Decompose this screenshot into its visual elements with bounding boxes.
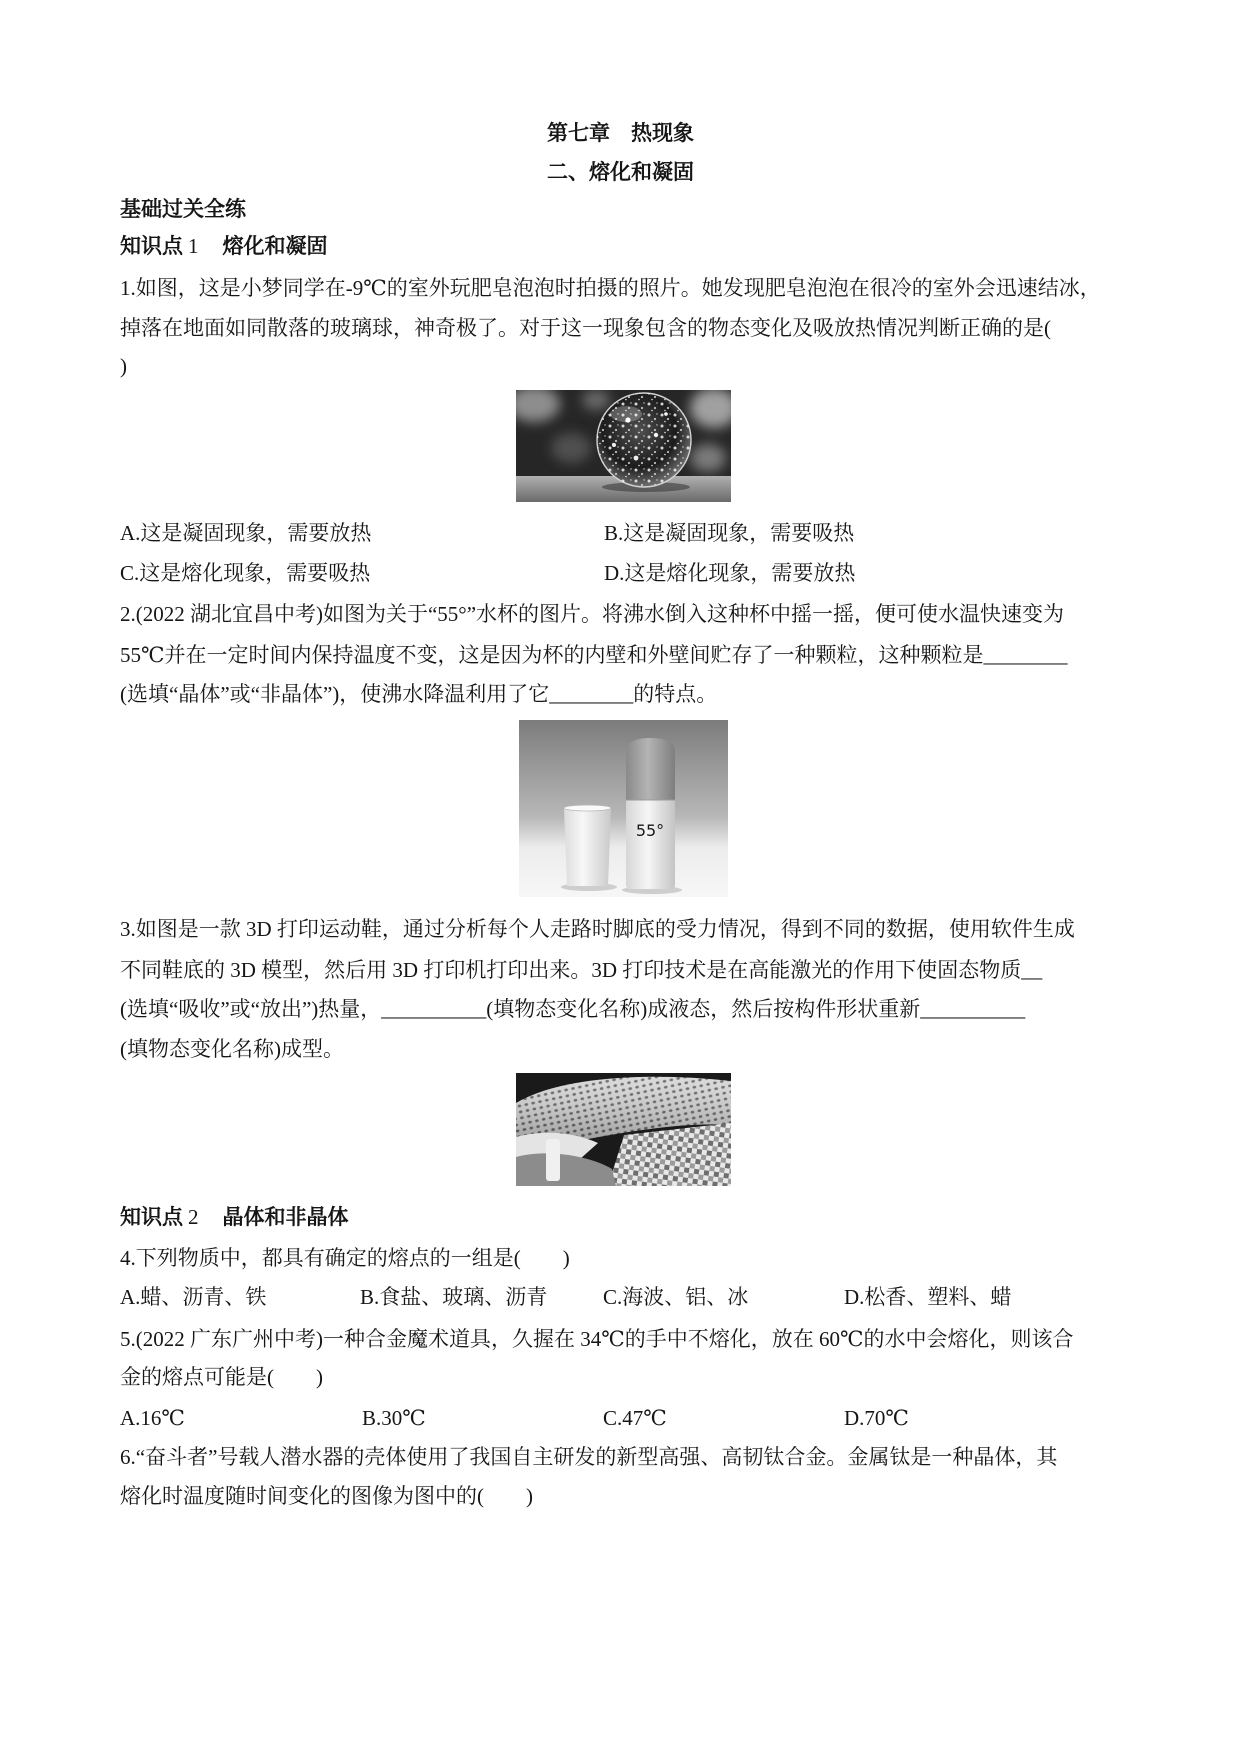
knowledge-point-label: 知识点	[120, 1205, 183, 1229]
option-d: D.70℃	[844, 1406, 909, 1430]
question-2-line: 2.(2022 湖北宜昌中考)如图为关于“55°”水杯的图片。将沸水倒入这种杯中摇一摇，便可使水温快速变为	[120, 602, 1065, 626]
option-a: A.16℃	[120, 1406, 185, 1430]
question-4-line: 4.下列物质中，都具有确定的熔点的一组是( )	[120, 1246, 570, 1270]
small-cup	[564, 808, 611, 886]
small-bottle	[546, 1139, 560, 1181]
frozen-bubble-photo	[516, 390, 731, 502]
bottle-cap	[626, 738, 675, 800]
option-d: D.松香、塑料、蜡	[844, 1285, 1012, 1309]
knowledge-point-label: 知识点	[120, 234, 183, 258]
bubble-highlight	[610, 406, 642, 422]
question-1-line: 1.如图，这是小梦同学在-9℃的室外玩肥皂泡泡时拍摄的照片。她发现肥皂泡泡在很冷的室外会迅速结冰，	[120, 276, 1101, 300]
question-3-line: 3.如图是一款 3D 打印运动鞋，通过分析每个人走路时脚底的受力情况，得到不同的数据，使用软件生成	[120, 917, 1075, 941]
option-b: B.食盐、玻璃、沥青	[360, 1285, 548, 1309]
question-2-line: 55℃并在一定时间内保持温度不变，这是因为杯的内壁和外壁间贮存了一种颗粒，这种颗粒是________	[120, 643, 1068, 667]
option-c: C.这是熔化现象，需要吸热	[120, 561, 371, 585]
option-c: C.47℃	[603, 1406, 667, 1430]
chapter-title: 第七章 热现象	[547, 121, 694, 145]
question-1-line: 掉落在地面如同散落的玻璃球，神奇极了。对于这一现象包含的物态变化及吸放热情况判断正确的是(	[120, 316, 1051, 340]
cups-photo	[519, 720, 728, 897]
3d-printed-shoe-photo	[516, 1073, 731, 1186]
option-b: B.30℃	[362, 1406, 426, 1430]
option-b: B.这是凝固现象，需要吸热	[604, 521, 855, 545]
option-c: C.海波、铝、冰	[603, 1285, 749, 1309]
knowledge-point-number: 1	[188, 234, 199, 258]
knowledge-point-title: 熔化和凝固	[222, 234, 328, 258]
option-d: D.这是熔化现象，需要放热	[604, 561, 856, 585]
question-5-line: 金的熔点可能是( )	[120, 1365, 323, 1389]
bottle-label: 55°	[635, 821, 665, 840]
question-2-line: (选填“晶体”或“非晶体”)，使沸水降温利用了它________的特点。	[120, 682, 718, 706]
question-3-line: (选填“吸收”或“放出”)热量，__________(填物态变化名称)成液态，然后按构件形状重新__________	[120, 997, 1026, 1021]
option-a: A.蜡、沥青、铁	[120, 1285, 267, 1309]
question-6-line: 6.“奋斗者”号载人潜水器的壳体使用了我国自主研发的新型高强、高韧钛合金。金属钛是一种晶体，其	[120, 1445, 1058, 1469]
question-1-line: )	[120, 354, 127, 378]
question-3-line: (填物态变化名称)成型。	[120, 1037, 344, 1061]
bottle-body	[626, 798, 675, 889]
question-6-line: 熔化时温度随时间变化的图像为图中的( )	[120, 1484, 533, 1508]
knowledge-point-number: 2	[188, 1205, 199, 1229]
knowledge-point-heading	[120, 1197, 349, 1237]
photo-background	[519, 720, 728, 897]
practice-title: 基础过关全练	[120, 197, 246, 221]
question-5-line: 5.(2022 广东广州中考)一种合金魔术道具，久握在 34℃的手中不熔化，放在 60℃的水中会熔化，则该合	[120, 1327, 1074, 1351]
option-a: A.这是凝固现象，需要放热	[120, 521, 372, 545]
cup-rim	[564, 805, 611, 811]
question-3-line: 不同鞋底的 3D 模型，然后用 3D 打印机打印出来。3D 打印技术是在高能激光的作用下使固态物质__	[120, 958, 1043, 982]
knowledge-point-title: 晶体和非晶体	[222, 1205, 349, 1229]
knowledge-point-heading	[120, 226, 328, 266]
section-title: 二、熔化和凝固	[547, 160, 694, 184]
